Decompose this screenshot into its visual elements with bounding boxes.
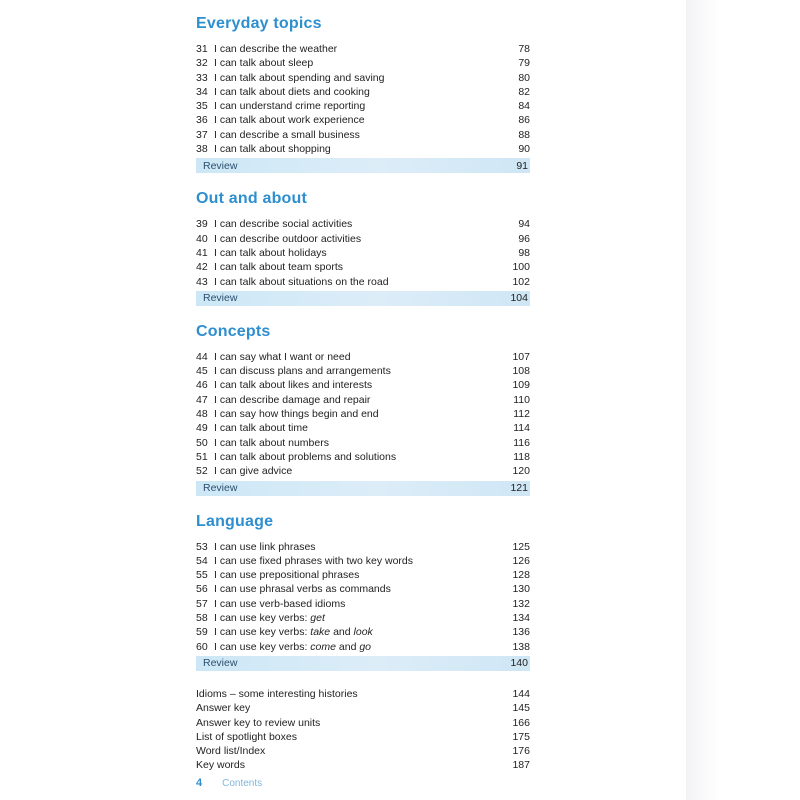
toc-entry [196,378,530,392]
review-label: Review [203,292,238,305]
review-label: Review [203,657,238,670]
unit-title: I can talk about diets and cooking [214,85,370,98]
entry-title: Idioms – some interesting histories [196,687,358,700]
unit-number: 34 [196,85,208,98]
unit-number: 46 [196,379,208,392]
unit-number: 52 [196,465,208,478]
unit-number: 50 [196,436,208,449]
unit-number: 49 [196,422,208,435]
unit-number: 53 [196,540,208,553]
unit-title: I can talk about problems and solutions [214,450,397,463]
page-ref: 102 [512,275,530,288]
unit-title: I can talk about sleep [214,57,314,70]
toc-entry [196,260,530,274]
unit-number: 58 [196,612,208,625]
unit-number: 57 [196,597,208,610]
section-out-and-about [196,189,530,305]
page-ref: 176 [512,745,530,758]
contents-list [196,14,530,773]
review-label: Review [203,482,238,495]
entry-title: Key words [196,759,246,772]
page-ref: 90 [518,143,530,156]
page-ref: 144 [512,687,530,700]
page-ref: 132 [512,597,530,610]
page-ref: 140 [510,657,528,670]
page-ref: 78 [518,43,530,55]
page-ref: 121 [510,482,528,495]
unit-title: I can use link phrases [214,540,316,553]
toc-entry [196,730,530,744]
page-ref: 114 [513,422,530,435]
unit-number: 42 [196,261,208,274]
entry-title: Answer key to review units [196,716,321,729]
page-ref: 166 [512,716,530,729]
toc-entry [196,554,530,568]
unit-title: I can describe outdoor activities [214,232,362,245]
unit-title: I can say what I want or need [214,350,351,363]
toc-entry [196,85,530,99]
page-number: 4 [196,777,203,789]
toc-entry [196,568,530,582]
unit-title: I can talk about numbers [214,436,329,449]
unit-title: I can use phrasal verbs as commands [214,583,391,596]
unit-title: I can understand crime reporting [214,100,366,113]
unit-title: I can talk about time [214,422,308,435]
page-ref: 108 [512,365,530,378]
toc-entry [196,450,530,464]
page-ref: 110 [513,393,530,406]
unit-title: I can describe damage and repair [214,393,371,406]
review-row [196,481,530,496]
page-ref: 116 [513,436,530,449]
unit-number: 56 [196,583,208,596]
unit-number: 43 [196,275,208,288]
page-ref: 82 [518,85,530,98]
page-ref: 91 [516,159,528,172]
page-ref: 145 [512,702,530,715]
toc-entry [196,42,530,56]
unit-title: I can use verb-based idioms [214,597,346,610]
section-concepts [196,322,530,496]
unit-number: 37 [196,128,208,141]
section-everyday-topics [196,14,530,173]
page-ref: 138 [512,640,530,653]
page-ref: 96 [518,232,530,245]
page-ref: 130 [512,583,530,596]
toc-entry [196,701,530,715]
page-footer [196,777,262,789]
toc-entry [196,246,530,260]
page-ref: 175 [512,730,530,743]
unit-title: I can discuss plans and arrangements [214,365,391,378]
page-ref: 136 [512,626,530,639]
unit-title: I can talk about situations on the road [214,275,389,288]
unit-title: I can use key verbs: take and look [214,626,373,639]
toc-entry [196,407,530,421]
unit-title: I can talk about work experience [214,114,365,127]
entry-title: List of spotlight boxes [196,730,297,743]
unit-number: 51 [196,450,208,463]
unit-number: 40 [196,232,208,245]
unit-title: I can use key verbs: come and go [214,640,372,653]
page-ref: 118 [513,450,530,463]
page-ref: 100 [512,261,530,274]
page-ref: 125 [512,540,530,553]
unit-title: I can describe the weather [214,43,338,55]
unit-number: 44 [196,350,208,363]
unit-number: 32 [196,57,208,70]
page-ref: 94 [518,218,530,231]
unit-number: 47 [196,393,208,406]
toc-entry [196,582,530,596]
unit-title: I can talk about shopping [214,143,331,156]
section-title: Everyday topics [196,15,322,32]
toc-entry [196,540,530,554]
review-row [196,158,530,173]
unit-number: 31 [196,43,208,55]
toc-entry [196,687,530,701]
page-ref: 128 [512,569,530,582]
unit-number: 48 [196,408,208,421]
unit-title: I can talk about holidays [214,246,327,259]
unit-number: 35 [196,100,208,113]
toc-entry [196,217,530,231]
section-title: Language [196,512,274,530]
unit-number: 39 [196,218,208,231]
entry-title: Word list/Index [196,745,266,758]
review-row [196,291,530,306]
unit-number: 36 [196,114,208,127]
section-language [196,512,530,671]
page-ref: 79 [518,57,530,70]
page-ref: 86 [518,114,530,127]
page-ref: 84 [518,100,530,113]
unit-number: 59 [196,626,208,639]
review-row [196,656,530,671]
toc-entry [196,744,530,758]
toc-entry [196,597,530,611]
toc-entry [196,393,530,407]
toc-entry [196,364,530,378]
unit-title: I can use key verbs: get [214,612,325,625]
section-title: Concepts [196,322,271,340]
toc-entry [196,142,530,156]
unit-title: I can talk about spending and saving [214,71,385,84]
unit-title: I can talk about likes and interests [214,379,373,392]
toc-entry [196,232,530,246]
toc-entry [196,71,530,85]
unit-title: I can use fixed phrases with two key words [214,554,414,567]
unit-number: 38 [196,143,208,156]
toc-entry [196,99,530,113]
toc-entry [196,640,530,654]
page-ref: 107 [512,350,530,363]
page-ref: 134 [512,612,530,625]
toc-entry [196,758,530,772]
page-ref: 187 [512,759,530,772]
toc-entry [196,128,530,142]
footer-label: Contents [222,778,263,789]
toc-entry [196,611,530,625]
unit-number: 33 [196,71,208,84]
unit-number: 54 [196,554,208,567]
unit-title: I can describe social activities [214,218,353,231]
toc-entry [196,350,530,364]
page-ref: 88 [518,128,530,141]
toc-entry [196,625,530,639]
toc-entry [196,56,530,70]
toc-entry [196,421,530,435]
page-ref: 112 [513,408,530,421]
unit-title: I can describe a small business [214,128,360,141]
toc-entry [196,716,530,730]
unit-title: I can give advice [214,465,293,478]
section-title: Out and about [196,190,308,208]
unit-number: 60 [196,640,208,653]
unit-title: I can use prepositional phrases [214,569,360,582]
review-label: Review [203,159,238,172]
unit-number: 41 [196,246,208,259]
toc-entry [196,275,530,289]
unit-title: I can say how things begin and end [214,408,379,421]
page-ref: 104 [510,292,528,305]
page-ref: 120 [512,465,530,478]
page-ref: 98 [518,246,530,259]
unit-number: 45 [196,365,208,378]
back-matter-list [196,687,530,773]
entry-title: Answer key [196,702,251,715]
page-ref: 80 [518,71,530,84]
toc-entry [196,436,530,450]
page-ref: 109 [512,379,530,392]
unit-title: I can talk about team sports [214,261,343,274]
unit-number: 55 [196,569,208,582]
page-edge [686,0,800,800]
page-ref: 126 [512,554,530,567]
toc-entry [196,113,530,127]
toc-entry [196,464,530,478]
